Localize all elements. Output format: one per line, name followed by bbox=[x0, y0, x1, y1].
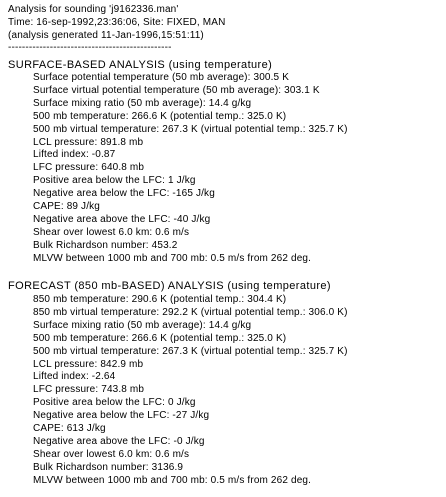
analysis-line: 850 mb virtual temperature: 292.2 K (virtual potential temp.: 306.0 K) bbox=[33, 306, 348, 318]
analysis-line: LFC pressure: 743.8 mb bbox=[33, 384, 145, 396]
analysis-line: Lifted index: -0.87 bbox=[33, 149, 116, 161]
analysis-line: Negative area below the LFC: -27 J/kg bbox=[33, 410, 210, 422]
analysis-line: Negative area above the LFC: -40 J/kg bbox=[33, 213, 211, 225]
report-time-site: Time: 16-sep-1992,23:36:06, Site: FIXED, MAN bbox=[8, 17, 226, 28]
forecast-section-title: FORECAST (850 mb-BASED) ANALYSIS (using temperature) bbox=[8, 280, 331, 292]
analysis-line: Lifted index: -2.64 bbox=[33, 371, 116, 383]
analysis-line: Positive area below the LFC: 0 J/kg bbox=[33, 397, 196, 409]
analysis-line: Surface mixing ratio (50 mb average): 14.4 g/kg bbox=[33, 319, 252, 331]
analysis-line: LFC pressure: 640.8 mb bbox=[33, 162, 145, 174]
analysis-line: MLVW between 1000 mb and 700 mb: 0.5 m/s from 262 deg. bbox=[33, 474, 312, 486]
analysis-line: Bulk Richardson number: 3136.9 bbox=[33, 461, 184, 473]
analysis-line: 500 mb virtual temperature: 267.3 K (virtual potential temp.: 325.7 K) bbox=[33, 123, 348, 135]
analysis-line: Shear over lowest 6.0 km: 0.6 m/s bbox=[33, 448, 190, 460]
report-generated: (analysis generated 11-Jan-1996,15:51:11) bbox=[8, 30, 204, 41]
analysis-line: LCL pressure: 842.9 mb bbox=[33, 358, 144, 370]
analysis-line: CAPE: 613 J/kg bbox=[33, 423, 106, 434]
analysis-line: 500 mb temperature: 266.6 K (potential temp.: 325.0 K) bbox=[33, 110, 287, 122]
analysis-line: Shear over lowest 6.0 km: 0.6 m/s bbox=[33, 226, 190, 238]
analysis-line: CAPE: 89 J/kg bbox=[33, 201, 100, 212]
analysis-line: Positive area below the LFC: 1 J/kg bbox=[33, 175, 196, 187]
analysis-line: MLVW between 1000 mb and 700 mb: 0.5 m/s from 262 deg. bbox=[33, 252, 312, 264]
analysis-line: Negative area below the LFC: -165 J/kg bbox=[33, 188, 215, 200]
analysis-line: Surface mixing ratio (50 mb average): 14.4 g/kg bbox=[33, 97, 252, 109]
surface-section-title: SURFACE-BASED ANALYSIS (using temperature) bbox=[8, 59, 273, 71]
analysis-line: LCL pressure: 891.8 mb bbox=[33, 136, 144, 148]
analysis-line: 500 mb virtual temperature: 267.3 K (virtual potential temp.: 325.7 K) bbox=[33, 345, 348, 357]
report-title: Analysis for sounding 'j9162336.man' bbox=[8, 4, 179, 15]
analysis-line: Surface virtual potential temperature (50 mb average): 303.1 K bbox=[33, 84, 320, 96]
analysis-line: 500 mb temperature: 266.6 K (potential temp.: 325.0 K) bbox=[33, 332, 287, 344]
analysis-line: Bulk Richardson number: 453.2 bbox=[33, 239, 178, 251]
report-divider: ----------------------------------------------- bbox=[8, 42, 172, 53]
analysis-line: Negative area above the LFC: -0 J/kg bbox=[33, 435, 205, 447]
analysis-line: 850 mb temperature: 290.6 K (potential temp.: 304.4 K) bbox=[33, 294, 287, 305]
analysis-line: Surface potential temperature (50 mb average): 300.5 K bbox=[33, 72, 290, 83]
